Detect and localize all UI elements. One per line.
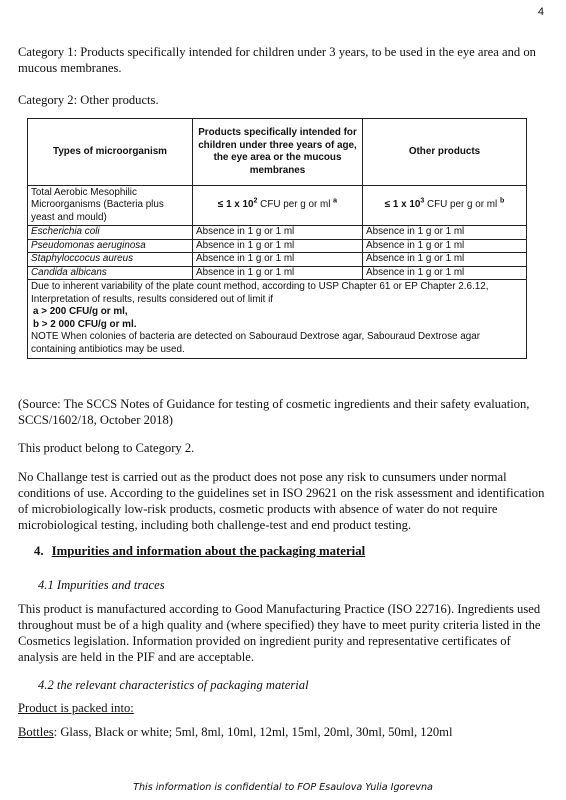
tamc-cat1-suffix: CFU per g or ml <box>257 199 334 211</box>
bottles-description: : Glass, Black or white; 5ml, 8ml, 10ml, 12ml, 15ml, 20ml, 30ml, 50ml, 120ml <box>53 725 453 739</box>
cat2-cell: Absence in 1 g or 1 ml <box>363 266 527 280</box>
table-row <box>28 239 527 253</box>
limit-a: a > 200 CFU/g or ml, <box>33 306 128 317</box>
table-note-cell <box>28 280 527 359</box>
organism-cell: Escherichia coli <box>28 226 193 240</box>
header-other-products: Other products <box>363 119 527 186</box>
impurities-paragraph: This product is manufactured according to Good Manufacturing Practice (ISO 22716). Ingredients used throughout must be of a high quality and (where specified) they have to meet purity criteria listed in the Cosmetics legislation. Information provided on ingredient purity and representative certificates of analysis are held in the PIF and are acceptable. <box>18 602 541 664</box>
tamc-cat1-prefix: ≤ 1 x 10 <box>217 199 254 211</box>
packed-into-label <box>18 700 546 716</box>
section-4-title: Impurities and information about the packaging material <box>51 544 366 558</box>
table-header-row <box>28 119 527 186</box>
cat1-cell: Absence in 1 g or 1 ml <box>193 226 363 240</box>
cat2-cell: Absence in 1 g or 1 ml <box>363 239 527 253</box>
tamc-cat1-exp: 2 <box>253 197 258 205</box>
header-microorganism: Types of microorganism <box>28 119 193 186</box>
tamc-cat1-note: a <box>333 197 338 205</box>
tamc-cat2-exp: 3 <box>420 197 425 205</box>
cat1-cell: Absence in 1 g or 1 ml <box>193 266 363 280</box>
tamc-category2 <box>363 186 527 226</box>
header-category1: Products specifically intended for children under three years of age, the eye area or the mucous membranes <box>193 119 363 186</box>
cat2-cell: Absence in 1 g or 1 ml <box>363 226 527 240</box>
tamc-category1 <box>193 186 363 226</box>
category2-text: Category 2: Other products. <box>18 93 159 107</box>
tamc-label: Total Aerobic Mesophilic Microorganisms (Bacteria plus yeast and mould) <box>28 186 193 226</box>
confidentiality-footer: This information is confidential to FOP Esaulova Yulia Igorevna <box>133 782 433 793</box>
bottles-line <box>18 724 546 740</box>
tamc-cat2-suffix: CFU per g or ml <box>424 199 500 211</box>
tamc-row <box>28 186 527 226</box>
note-sabouraud: NOTE When colonies of bacteria are detected on Sabouraud Dextrose agar, Sabouraud Dextrose agar containing antibiotics may be used. <box>31 331 481 355</box>
table-row <box>28 266 527 280</box>
bottles-label: Bottles <box>18 725 54 739</box>
source-text: (Source: The SCCS Notes of Guidance for testing of cosmetic ingredients and their safety evaluation, SCCS/1602/18, October 2018) <box>18 397 530 427</box>
category-statement: This product belong to Category 2. <box>18 441 195 455</box>
limit-b: b > 2 000 CFU/g or ml. <box>33 318 137 330</box>
organism-cell: Pseudomonas aeruginosa <box>28 239 193 253</box>
table-row <box>28 226 527 240</box>
cat1-cell: Absence in 1 g or 1 ml <box>193 239 363 253</box>
microbiological-limits-table <box>27 118 527 359</box>
subsection-4-1-heading: 4.1 Impurities and traces <box>38 578 165 592</box>
page-number: 4 <box>537 6 544 18</box>
challenge-test-paragraph: No Challange test is carried out as the product does not pose any risk to cunsumers under normal conditions of use. According to the guidelines set in ISO 29621 on the risk assessment and identification of microbiologically low-risk products, cosmetic products with absence of water do not require microbiological testing, including both challenge-test and end product testing. <box>18 470 545 532</box>
note-interpretation: Due to inherent variability of the plate count method, according to USP Chapter 61 or EP Chapter 2.6.12, Interpretation of results, results considered out of limit if <box>31 281 489 305</box>
tamc-cat2-note: b <box>499 197 505 205</box>
organism-cell: Candida albicans <box>28 266 193 280</box>
organism-cell: Staphyloccocus aureus <box>28 253 193 267</box>
category1-text: Category 1: Products specifically intended for children under 3 years, to be used in the eye area and on mucous membranes. <box>18 45 536 75</box>
subsection-4-2-heading: 4.2 the relevant characteristics of packaging material <box>38 678 309 692</box>
tamc-cat2-prefix: ≤ 1 x 10 <box>384 199 421 211</box>
section-4-number: 4. <box>34 544 44 558</box>
table-row <box>28 253 527 267</box>
section-4-heading <box>34 544 365 559</box>
cat1-cell: Absence in 1 g or 1 ml <box>193 253 363 267</box>
packed-into-text: Product is packed into: <box>18 701 134 715</box>
table-note-row <box>28 280 527 359</box>
cat2-cell: Absence in 1 g or 1 ml <box>363 253 527 267</box>
